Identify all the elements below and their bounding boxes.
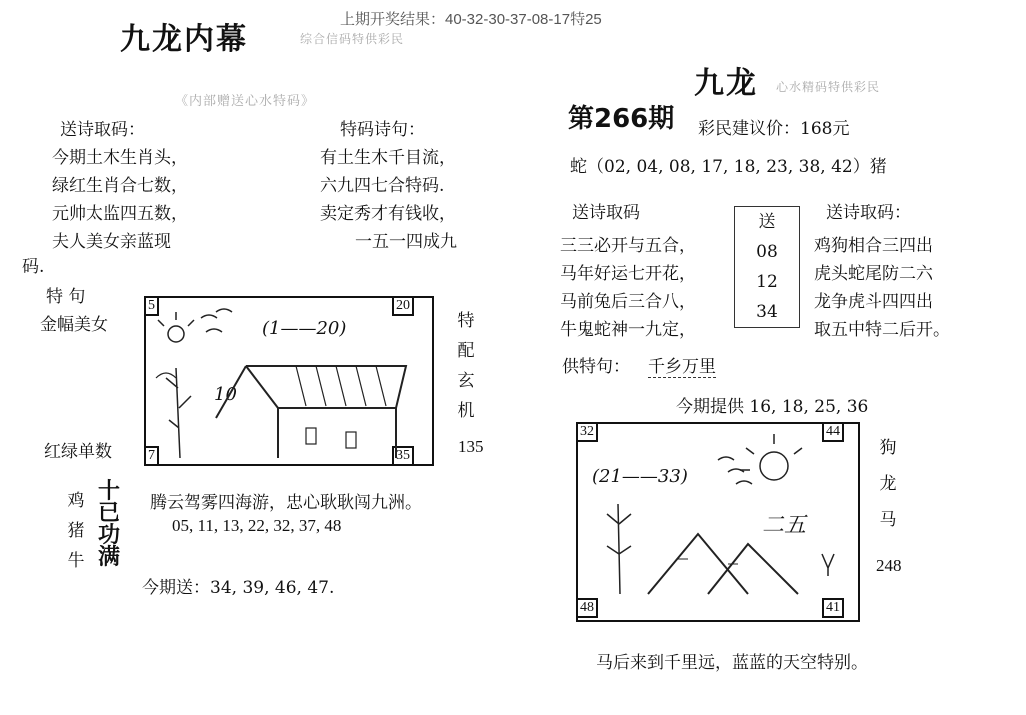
- left-poem-line: 夫人美女亲蓝现: [52, 232, 171, 252]
- right-poem-line-2: 龙争虎斗四四出: [814, 292, 933, 312]
- left-poem-line: 今期土木生肖头，: [52, 148, 188, 168]
- side-char: 特: [457, 311, 475, 331]
- left-side-number: 135: [458, 437, 484, 456]
- right-poem-line-2: 取五中特二后开。: [814, 320, 950, 340]
- big-char: 已: [97, 500, 120, 526]
- box-corner-bl: 48: [576, 598, 598, 618]
- big-char: 十: [97, 478, 120, 504]
- send-label: 送: [758, 212, 776, 232]
- box-corner-br: 35: [392, 446, 414, 466]
- right-poem-heading-2: 送诗取码：: [826, 203, 911, 223]
- left-side-chars: [456, 306, 476, 426]
- left-box-range: (1——20): [262, 318, 347, 339]
- right-subtitle: 心水精码特供彩民: [776, 80, 881, 94]
- side-char: 玄: [457, 371, 475, 391]
- right-box-range: (21——33): [592, 466, 688, 487]
- left-box-number: 10: [214, 384, 237, 405]
- red-green-label: 红绿单数: [44, 442, 112, 462]
- provide-line: 今期提供 16, 18, 25, 36: [676, 397, 869, 417]
- left-title: 九龙内幕: [120, 22, 248, 57]
- send-number-box: [734, 206, 800, 328]
- zodiac-char: 猪: [67, 521, 85, 541]
- left-special-line: 六九四七合特码.: [320, 176, 445, 196]
- big-chars: [96, 480, 122, 568]
- special-label: 特 句: [46, 287, 86, 307]
- right-poem-line: 三三必开与五合，: [560, 236, 696, 256]
- right-poem-line: 马年好运七开花，: [560, 264, 696, 284]
- price: 彩民建议价：168元: [698, 119, 850, 139]
- side-char: 马: [879, 510, 897, 530]
- left-poem-wrap: 码.: [22, 257, 45, 277]
- side-char: 狗: [879, 438, 897, 458]
- right-poem-line-2: 鸡狗相合三四出: [814, 236, 933, 256]
- zodiac-column: [66, 486, 86, 576]
- last-result-header: 上期开奖结果：40-32-30-37-08-17特25: [340, 11, 602, 28]
- send-number: 34: [756, 302, 778, 322]
- box-corner-br: 41: [822, 598, 844, 618]
- send-number: 12: [756, 272, 778, 292]
- left-poem-line: 元帅太监四五数，: [52, 204, 188, 224]
- side-char: 机: [457, 401, 475, 421]
- right-poem-line-2: 虎头蛇尾防二六: [814, 264, 933, 284]
- issue-number: 第266期: [568, 104, 675, 134]
- mountain-sketch-icon: [578, 424, 856, 618]
- special-phrase: 金幅美女: [40, 315, 108, 335]
- right-side-chars: [878, 430, 898, 538]
- zodiac-char: 牛: [67, 551, 85, 571]
- left-special-line: 卖定秀才有钱收，: [320, 204, 456, 224]
- side-char: 配: [457, 341, 475, 361]
- send-number: 08: [756, 242, 778, 262]
- big-char: 满: [97, 544, 120, 570]
- house-sketch-icon: [146, 298, 430, 462]
- box-corner-bl: 7: [144, 446, 159, 466]
- left-special-line: 一五一四成九: [355, 232, 457, 252]
- right-poem-line: 马前兔后三合八，: [560, 292, 696, 312]
- right-poem-heading: 送诗取码: [572, 203, 640, 223]
- left-special-line: 有土生木千目流，: [320, 148, 456, 168]
- box-corner-tr: 44: [822, 422, 844, 442]
- left-poem-line: 绿红生肖合七数，: [52, 176, 188, 196]
- right-special-label: 供特句：: [562, 357, 630, 377]
- left-poem-heading: 送诗取码：: [60, 120, 145, 140]
- right-special-phrase: 千乡万里: [648, 352, 716, 378]
- right-poem-line: 牛鬼蛇神一九定，: [560, 320, 696, 340]
- left-numbers: 05, 11, 13, 22, 32, 37, 48: [172, 516, 342, 535]
- inner-note: 《内部赠送心水特码》: [175, 94, 316, 109]
- right-side-number: 248: [876, 556, 902, 575]
- snake-line: 蛇（02, 04, 08, 17, 18, 23, 38, 42）猪: [570, 157, 887, 177]
- right-title: 九龙: [694, 66, 758, 101]
- right-bottom-verse: 马后来到千里远，蓝蓝的天空特别。: [596, 653, 868, 673]
- zodiac-char: 鸡: [67, 491, 85, 511]
- box-corner-tl: 32: [576, 422, 598, 442]
- left-special-heading: 特码诗句：: [340, 120, 425, 140]
- right-box-text: 二五: [762, 513, 807, 538]
- left-verse: 腾云驾雾四海游，忠心耿耿闯九洲。: [150, 493, 422, 513]
- side-char: 龙: [879, 474, 897, 494]
- left-subtitle: 综合信码特供彩民: [300, 32, 405, 46]
- box-corner-tl: 5: [144, 296, 159, 316]
- box-corner-tr: 20: [392, 296, 414, 316]
- left-send-numbers: 今期送：34, 39, 46, 47.: [142, 578, 335, 598]
- big-char: 功: [97, 522, 120, 548]
